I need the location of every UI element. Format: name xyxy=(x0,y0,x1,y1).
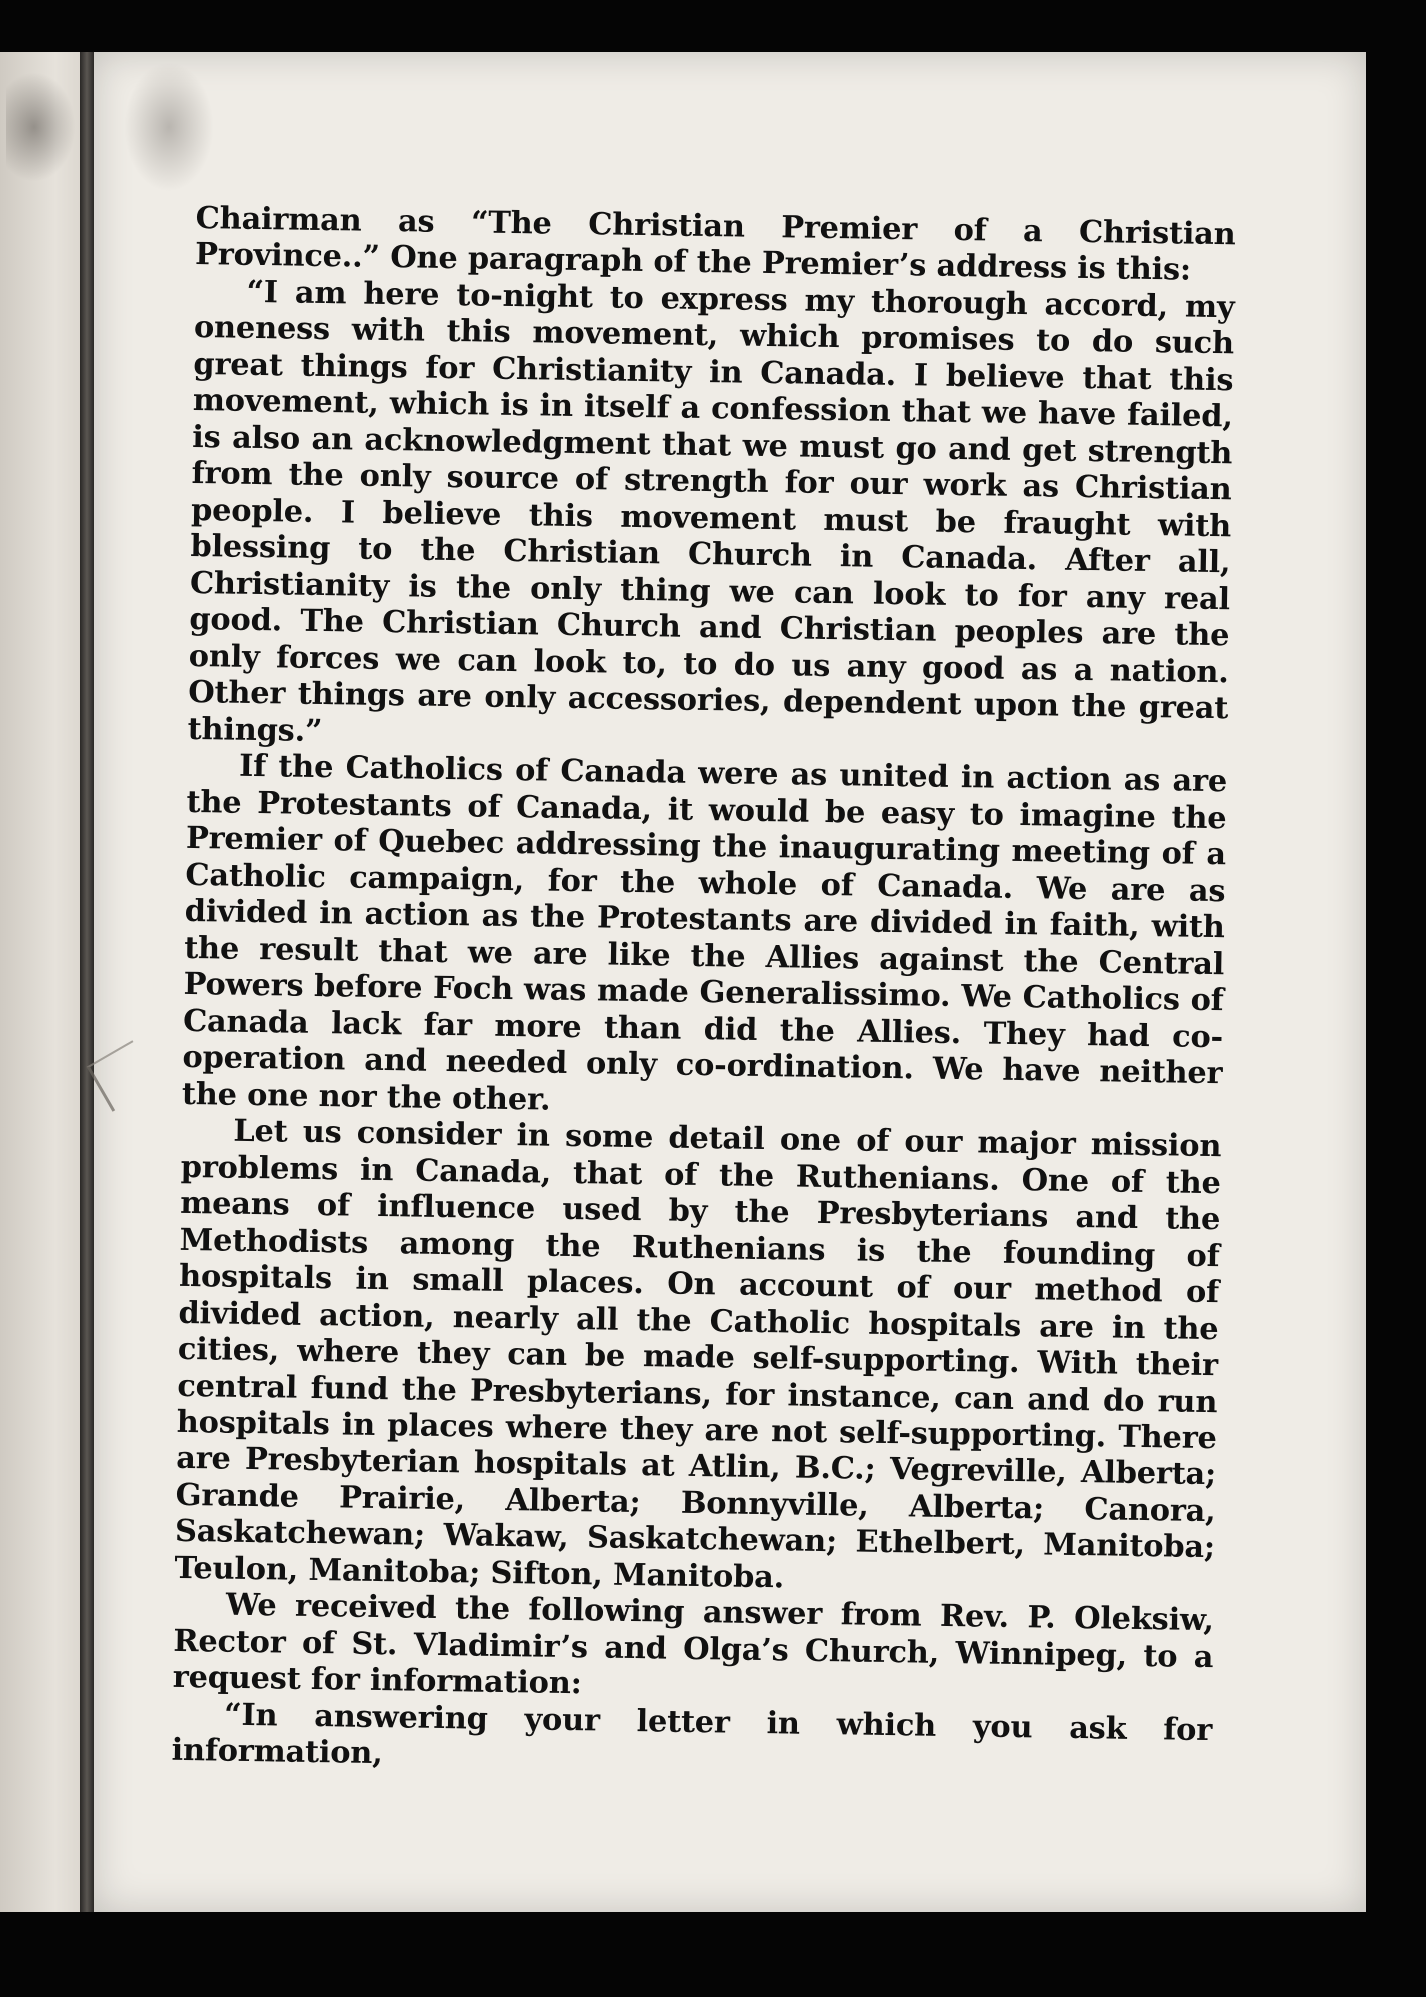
paragraph: Chairman as “The Christian Premier of a Christian Province..” One paragraph of the Premier’s address is this: xyxy=(194,200,1236,289)
facing-page-edge xyxy=(0,52,92,1912)
quoted-paragraph: “I am here to-night to express my thorough accord, my oneness with this movement, which promises to do such great things for Christianity in Canada. I believe that this movement, which is in itself a confession that we have failed, is also an acknowledgment that we must go and get strength from the only source of strength for our work as Christian people. I believe this movement must be fraught with blessing to the Christian Church in Canada. After all, Christianity is the only thing we can look to for any real good. The Christian Church and Christian peoples are the only forces we can look to, to do us any good as a nation. Other things are only accessories, dependent upon the great things.” xyxy=(187,273,1235,749)
quoted-paragraph: “In answering your letter in which you ask for information, xyxy=(171,1696,1213,1772)
paragraph: If the Catholics of Canada were as united in action as are the Protestants of Canada, it would be easy to imagine the Premier of Quebec addressing the inaugurating meeting of a Catholic campaign, for the whole of Canada. We are as divided in action as the Protestants are divided in faith, with the result that we are like the Allies against the Central Powers before Foch was made Generalissimo. We Catholics of Canada lack far more than did the Allies. They had co-operation and needed only co-ordination. We have neither the one nor the other. xyxy=(181,748,1228,1118)
book-spine xyxy=(80,52,94,1912)
page-text xyxy=(171,200,1236,1785)
paragraph: Let us consider in some detail one of our major mission problems in Canada, that of the Ruthenians. One of the means of influence used by the Presbyterians and the Methodists among the Ruthenians is the founding of hospitals in small places. On account of our method of divided action, nearly all the Catholic hospitals are in the cities, where they can be made self-supporting. With their central fund the Presbyterians, for instance, can and do run hospitals in places where they are not self-supporting. There are Presbyterian hospitals at Atlin, B.C.; Vegreville, Alberta; Grande Prairie, Alberta; Bonnyville, Alberta; Canora, Saskatchewan; Wakaw, Saskatchewan; Ethelbert, Manitoba; Teulon, Manitoba; Sifton, Manitoba. xyxy=(174,1112,1222,1596)
paragraph: We received the following answer from Rev. P. Oleksiw, Rector of St. Vladimir’s and Olga’s Church, Winnipeg, to a request for information: xyxy=(172,1587,1215,1702)
